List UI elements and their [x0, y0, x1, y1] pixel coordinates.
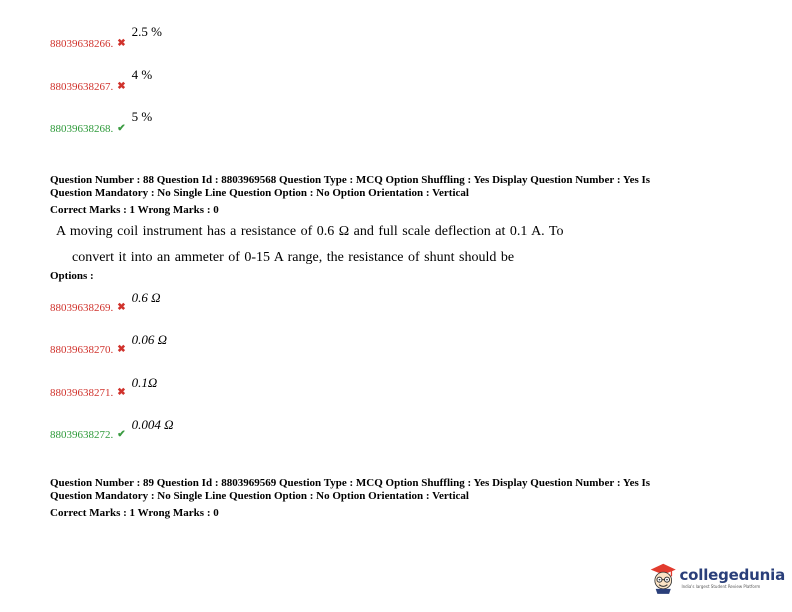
option-id: 88039638271.	[50, 387, 114, 399]
question-meta-line: Question Mandatory : No Single Line Question Option : No Option Orientation : Vertical	[50, 187, 469, 199]
question-meta-line: Question Number : 88 Question Id : 8803969568 Question Type : MCQ Option Shuffling : Yes Display Question Number : Yes Is	[50, 174, 651, 186]
option-row	[50, 67, 153, 93]
cross-icon: ✖	[117, 81, 126, 92]
question-marks: Correct Marks : 1 Wrong Marks : 0	[50, 507, 219, 519]
cross-icon: ✖	[117, 344, 126, 355]
question-meta-line: Question Mandatory : No Single Line Question Option : No Option Orientation : Vertical	[50, 490, 469, 502]
option-text: 0.1Ω	[131, 375, 158, 390]
question-meta	[50, 174, 730, 200]
option-row	[50, 375, 158, 399]
logo-tagline: India's largest Student Review Platform	[681, 583, 761, 589]
question-meta-line: Question Number : 89 Question Id : 8803969569 Question Type : MCQ Option Shuffling : Yes Display Question Number : Yes Is	[50, 477, 651, 489]
option-row	[50, 290, 161, 314]
option-id: 88039638272.	[50, 429, 114, 441]
option-text: 0.6 Ω	[131, 290, 161, 305]
options-label: Options :	[50, 270, 94, 282]
option-text: 5 %	[131, 109, 153, 124]
option-id: 88039638266.	[50, 38, 114, 50]
graduate-mascot-icon	[649, 558, 677, 598]
collegedunia-logo	[649, 556, 785, 600]
question-text-line: A moving coil instrument has a resistance of 0.6 Ω and full scale deflection at 0.1 A. To	[56, 224, 564, 239]
question-meta	[50, 477, 730, 503]
cross-icon: ✖	[117, 38, 126, 49]
question-text-line: convert it into an ammeter of 0-15 A range, the resistance of shunt should be	[72, 250, 515, 265]
option-text: 4 %	[131, 67, 153, 82]
logo-name: collegedunia	[679, 565, 785, 584]
check-icon: ✔	[117, 429, 126, 440]
question-marks: Correct Marks : 1 Wrong Marks : 0	[50, 204, 219, 216]
option-text: 2.5 %	[131, 24, 162, 39]
option-row	[50, 417, 174, 441]
option-row	[50, 24, 162, 50]
option-text: 0.06 Ω	[131, 332, 168, 347]
option-id: 88039638270.	[50, 344, 114, 356]
option-id: 88039638269.	[50, 302, 114, 314]
option-id: 88039638267.	[50, 81, 114, 93]
option-row	[50, 109, 153, 135]
check-icon: ✔	[117, 123, 126, 134]
cross-icon: ✖	[117, 302, 126, 313]
option-row	[50, 332, 168, 356]
option-id: 88039638268.	[50, 123, 114, 135]
question-text	[56, 219, 656, 271]
option-text: 0.004 Ω	[131, 417, 174, 432]
cross-icon: ✖	[117, 387, 126, 398]
